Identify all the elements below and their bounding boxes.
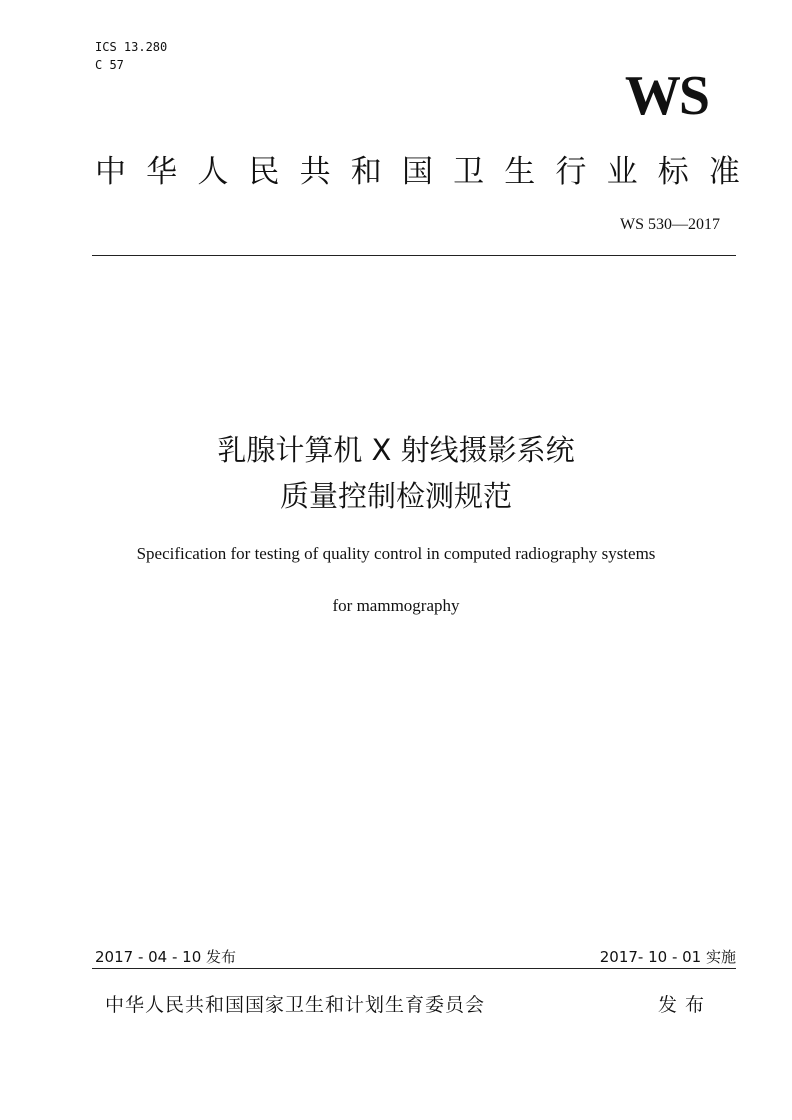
footer-divider <box>92 968 736 969</box>
category-title-char: 民 <box>248 154 280 190</box>
ws-logo: WS <box>624 65 708 127</box>
chinese-title-line-2: 质量控制检测规范 <box>279 479 512 513</box>
category-title-char: 共 <box>299 154 331 190</box>
ics-code: ICS 13.280 <box>95 40 168 54</box>
chinese-title-line-1: 乳腺计算机 X 射线摄影系统 <box>217 433 575 467</box>
category-title-char: 和 <box>350 154 382 190</box>
issue-date: 2017 - 04 - 10 发布 <box>95 948 237 966</box>
header-divider <box>92 255 736 256</box>
english-title-line-1: Specification for testing of quality control in computed radiography systems <box>136 544 656 563</box>
issuing-authority <box>105 992 705 1018</box>
standard-number: WS 530—2017 <box>620 216 720 233</box>
category-title-char: 卫 <box>453 154 485 190</box>
category-title-char: 业 <box>606 154 638 190</box>
category-title-char: 生 <box>504 154 536 190</box>
category-title-char: 标 <box>657 154 689 190</box>
category-title-char: 中 <box>95 154 126 190</box>
issuer-action: 发 布 <box>657 994 705 1016</box>
category-title-char: 国 <box>401 154 433 190</box>
classification-codes <box>95 38 167 74</box>
ccs-code: C 57 <box>95 58 124 72</box>
english-title-line-2: for mammography <box>332 596 460 615</box>
category-title <box>95 152 740 192</box>
issuer-name: 中华人民共和国国家卫生和计划生育委员会 <box>105 994 486 1016</box>
category-title-char: 人 <box>197 154 229 190</box>
category-title-char: 准 <box>708 154 740 190</box>
implementation-date: 2017- 10 - 01 实施 <box>599 948 736 966</box>
category-title-char: 华 <box>146 154 178 190</box>
category-title-char: 行 <box>555 154 587 190</box>
